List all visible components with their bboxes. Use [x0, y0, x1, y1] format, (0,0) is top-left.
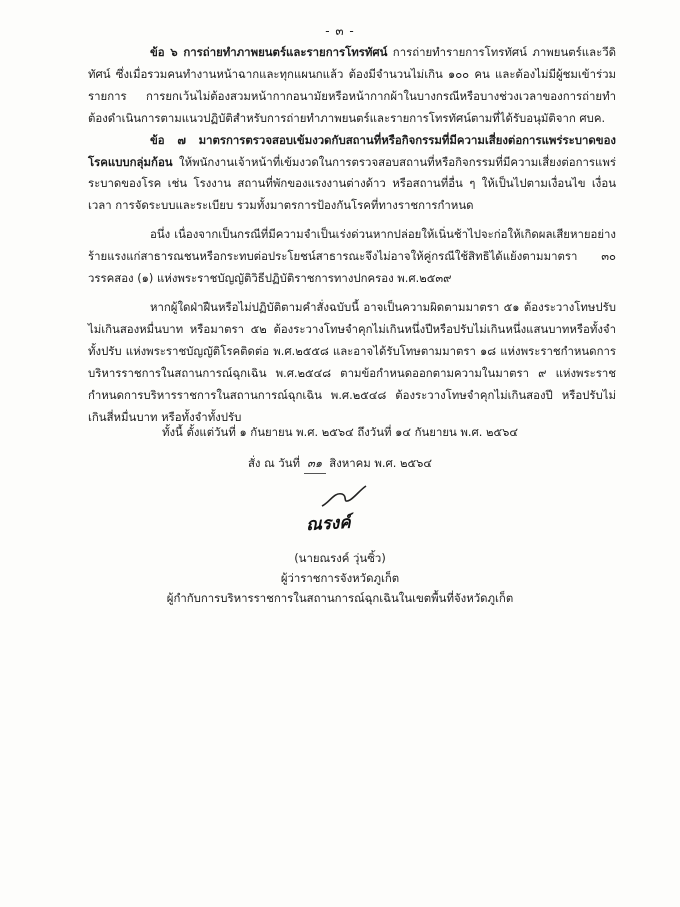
clause-6: [88, 42, 616, 130]
urgency-text: อนึ่ง เนื่องจากเป็นกรณีที่มีความจำเป็นเร่งด่วนหากปล่อยให้เนิ่นช้าไปจะก่อให้เกิดผลเสียหายอย่างร้ายแรงแก่สาธารณชนหรือกระทบต่อประโยชน์สาธารณะจึงไม่อาจให้คู่กรณีใช้สิทธิได้แย้งตามมาตรา ๓๐ วรรคสอง (๑) แห่งพระราชบัญญัติวิธีปฏิบัติราชการทางปกครอง พ.ศ.๒๕๓๙: [88, 227, 616, 286]
page-number: - ๓ -: [325, 24, 355, 38]
order-date: [0, 455, 680, 474]
document-body: [88, 42, 616, 428]
clause-7: [88, 130, 616, 218]
clause-6-text: การถ่ายทำรายการโทรทัศน์ ภาพยนตร์และวีดิทัศน์ ซึ่งเมื่อรวมคนทำงานหน้าฉากและทุกแผนกแล้ว ต้องมีจำนวนไม่เกิน ๑๐๐ คน และต้องไม่มีผู้ชมเข้าร่วมรายการ การยกเว้นไม่ต้องสวมหน้ากากอนามัยหรือหน้ากากผ้าในบางกรณีหรือบางช่วงเวลาของการถ่ายทำ ต้องดำเนินการตามแนวปฏิบัติสำหรับการถ่ายทำภาพยนตร์และรายการโทรทัศน์ตามที่ได้รับอนุมัติจาก ศบค.: [88, 45, 616, 125]
signature-initials: ณรงค์: [305, 512, 352, 536]
signatory-name: (นายณรงค์ วุ่นซิ้ว): [294, 551, 386, 565]
order-date-day: ๓๑: [304, 455, 326, 474]
order-date-prefix: สั่ง ณ วันที่: [247, 456, 300, 470]
order-date-suffix: สิงหาคม พ.ศ. ๒๕๖๔: [329, 456, 432, 470]
clause-7-text: ให้พนักงานเจ้าหน้าที่เข้มงวดในการตรวจสอบสถานที่หรือกิจกรรมที่มีความเสี่ยงต่อการแพร่ระบาดของโรค เช่น โรงงาน สถานที่พักของแรงงานต่างด้าว หรือสถานที่อื่น ๆ ให้เป็นไปตามเงื่อนไข เงื่อนเวลา การจัดระบบและระเบียบ รวมทั้งมาตรการป้องกันโรคที่ทางราชการกำหนด: [88, 154, 616, 213]
effective-period: ทั้งนี้ ตั้งแต่วันที่ ๑ กันยายน พ.ศ. ๒๕๖๔ ถึงวันที่ ๑๔ กันยายน พ.ศ. ๒๕๖๔: [161, 425, 519, 439]
signatory-title: ผู้ว่าราชการจังหวัดภูเก็ต: [280, 571, 400, 585]
penalty-paragraph: [88, 297, 616, 428]
clause-7-heading: ข้อ ๗ มาตรการตรวจสอบเข้มงวดกับสถานที่หรือกิจกรรมที่มีความเสี่ยงต่อการแพร่ระบาดของโรคแบบกลุ่มก้อน: [88, 132, 616, 169]
penalty-text: หากผู้ใดฝ่าฝืนหรือไม่ปฏิบัติตามคำสั่งฉบับนี้ อาจเป็นความผิดตามมาตรา ๕๑ ต้องระวางโทษปรับไม่เกินสองหมื่นบาท หรือมาตรา ๕๒ ต้องระวางโทษจำคุกไม่เกินหนึ่งปีหรือปรับไม่เกินหนึ่งแสนบาทหรือทั้งจำทั้งปรับ แห่งพระราชบัญญัติโรคติดต่อ พ.ศ.๒๕๕๘ และอาจได้รับโทษตามมาตรา ๑๘ แห่งพระราชกำหนดการบริหารราชการในสถานการณ์ฉุกเฉิน พ.ศ.๒๕๔๘ ตามข้อกำหนดออกตามความในมาตรา ๙ แห่งพระราชกำหนดการบริหารราชการในสถานการณ์ฉุกเฉิน พ.ศ.๒๕๔๘ ต้องระวางโทษจำคุกไม่เกินสองปี หรือปรับไม่เกินสี่หมื่นบาท หรือทั้งจำทั้งปรับ: [88, 299, 616, 424]
urgency-paragraph: [88, 224, 616, 290]
clause-6-heading: ข้อ ๖ การถ่ายทำภาพยนตร์และรายการโทรทัศน์: [150, 45, 388, 59]
signature-stroke-icon: [312, 482, 372, 512]
signatory-role: ผู้กำกับการบริหารราชการในสถานการณ์ฉุกเฉินในเขตพื้นที่จังหวัดภูเก็ต: [166, 591, 514, 605]
